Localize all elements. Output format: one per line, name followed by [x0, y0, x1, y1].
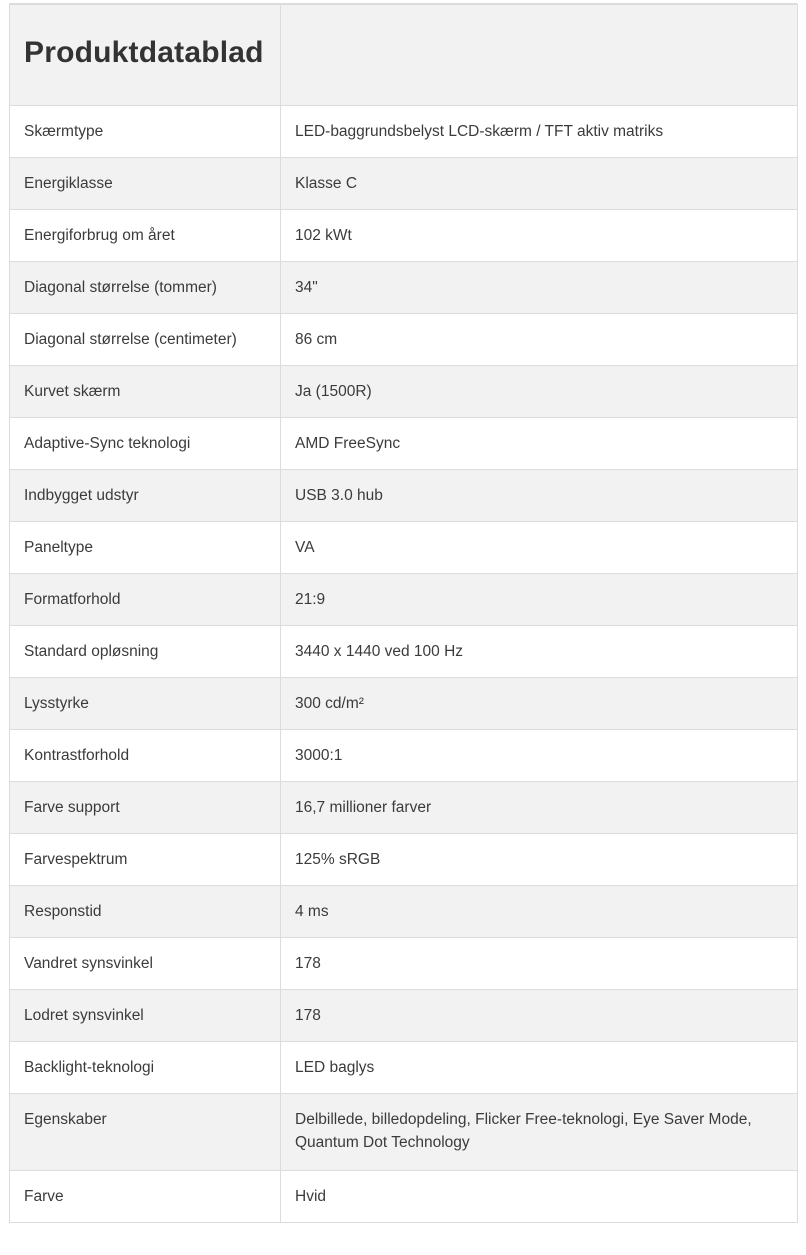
table-row [10, 262, 798, 314]
spec-value: 3000:1 [281, 730, 798, 782]
table-row [10, 678, 798, 730]
spec-label: Formatforhold [10, 574, 281, 626]
spec-label: Kontrastforhold [10, 730, 281, 782]
page-title: Produktdatablad [24, 36, 264, 69]
table-row [10, 210, 798, 262]
spec-value: Klasse C [281, 158, 798, 210]
spec-label: Diagonal størrelse (centimeter) [10, 314, 281, 366]
spec-label: Energiklasse [10, 158, 281, 210]
spec-value: 34" [281, 262, 798, 314]
table-row [10, 106, 798, 158]
spec-label: Adaptive-Sync teknologi [10, 418, 281, 470]
spec-value: 86 cm [281, 314, 798, 366]
spec-value: Delbillede, billedopdeling, Flicker Free-teknologi, Eye Saver Mode, Quantum Dot Technology [281, 1094, 798, 1171]
table-row [10, 1042, 798, 1094]
spec-value: 3440 x 1440 ved 100 Hz [281, 626, 798, 678]
table-row [10, 990, 798, 1042]
spec-value: VA [281, 522, 798, 574]
spec-value: 125% sRGB [281, 834, 798, 886]
table-row [10, 418, 798, 470]
spec-value: 178 [281, 990, 798, 1042]
spec-value: 21:9 [281, 574, 798, 626]
spec-value: USB 3.0 hub [281, 470, 798, 522]
spec-label: Paneltype [10, 522, 281, 574]
spec-label: Lodret synsvinkel [10, 990, 281, 1042]
table-row [10, 938, 798, 990]
table-row [10, 470, 798, 522]
spec-label: Egenskaber [10, 1094, 281, 1171]
table-row [10, 1171, 798, 1223]
spec-label: Standard opløsning [10, 626, 281, 678]
spec-value: Ja (1500R) [281, 366, 798, 418]
spec-label: Farvespektrum [10, 834, 281, 886]
table-row [10, 626, 798, 678]
spec-value: 4 ms [281, 886, 798, 938]
table-row [10, 366, 798, 418]
spec-value: LED baglys [281, 1042, 798, 1094]
spec-label: Vandret synsvinkel [10, 938, 281, 990]
spec-label: Kurvet skærm [10, 366, 281, 418]
spec-value: Hvid [281, 1171, 798, 1223]
spec-label: Responstid [10, 886, 281, 938]
spec-label: Diagonal størrelse (tommer) [10, 262, 281, 314]
spec-label: Indbygget udstyr [10, 470, 281, 522]
table-row [10, 314, 798, 366]
table-row [10, 522, 798, 574]
header-title-cell [10, 5, 281, 106]
table-row [10, 782, 798, 834]
spec-value: AMD FreeSync [281, 418, 798, 470]
product-datasheet [9, 3, 797, 1223]
spec-value: 16,7 millioner farver [281, 782, 798, 834]
spec-label: Backlight-teknologi [10, 1042, 281, 1094]
spec-table [9, 4, 798, 1223]
spec-label: Farve support [10, 782, 281, 834]
spec-value: 300 cd/m² [281, 678, 798, 730]
spec-value: LED-baggrundsbelyst LCD-skærm / TFT aktiv matriks [281, 106, 798, 158]
spec-label: Skærmtype [10, 106, 281, 158]
table-header-row [10, 5, 798, 106]
table-row [10, 574, 798, 626]
spec-label: Lysstyrke [10, 678, 281, 730]
spec-value: 102 kWt [281, 210, 798, 262]
table-row [10, 886, 798, 938]
table-row [10, 834, 798, 886]
table-row [10, 730, 798, 782]
header-empty-cell [281, 5, 798, 106]
spec-label: Energiforbrug om året [10, 210, 281, 262]
spec-label: Farve [10, 1171, 281, 1223]
table-row [10, 1094, 798, 1171]
table-row [10, 158, 798, 210]
spec-value: 178 [281, 938, 798, 990]
